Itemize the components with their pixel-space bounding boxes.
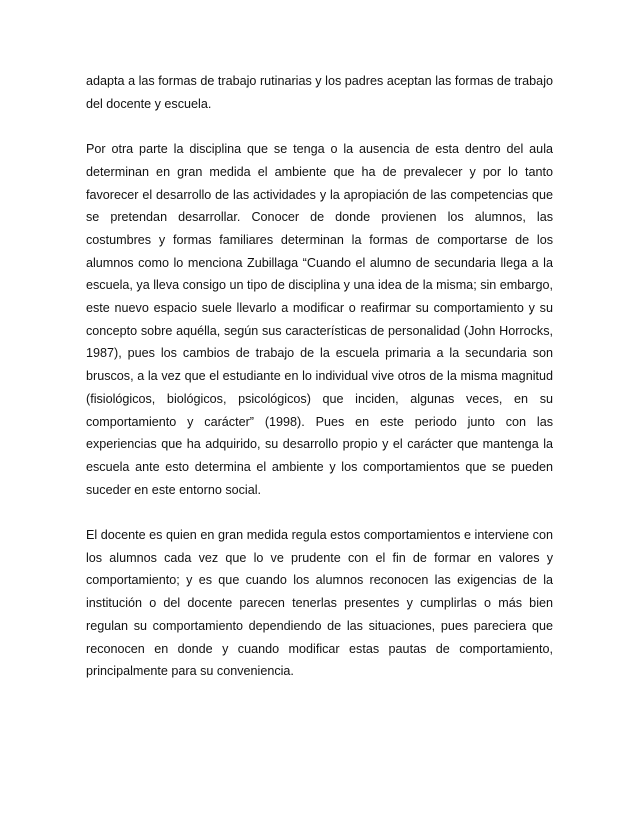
paragraph-2: Por otra parte la disciplina que se tenga o la ausencia de esta dentro del aula determinan en gran medida el ambiente que ha de prevalecer y por lo tanto favorecer el desarrollo de las actividades y la apropiación de las competencias que se pretendan desarrollar. Conocer de donde provienen los alumnos, las costumbres y formas familiares determinan la formas de comportarse de los alumnos como lo menciona Zubillaga “Cuando el alumno de secundaria llega a la escuela, ya lleva consigo un tipo de disciplina y una idea de la misma; sin embargo, este nuevo espacio suele llevarlo a modificar o reafirmar su comportamiento y su concepto sobre aquélla, según sus características de personalidad (John Horrocks, 1987), pues los cambios de trabajo de la escuela primaria a la secundaria son bruscos, a la vez que el estudiante en lo individual vive otros de la misma magnitud (fisiológicos, biológicos, psicológicos) que inciden, algunas veces, en su comportamiento y carácter” (1998). Pues en este periodo junto con las experiencias que ha adquirido, su desarrollo propio y el carácter que mantenga la escuela ante esto determina el ambiente y los comportamientos que se pueden suceder en este entorno social. bbox=[86, 142, 553, 497]
paragraph-1: adapta a las formas de trabajo rutinarias y los padres aceptan las formas de trabajo del docente y escuela. bbox=[86, 74, 553, 111]
body-text bbox=[86, 70, 553, 683]
paragraph-3: El docente es quien en gran medida regula estos comportamientos e interviene con los alumnos cada vez que lo ve prudente con el fin de formar en valores y comportamiento; y es que cuando los alumnos reconocen las exigencias de la institución o del docente parecen tenerlas presentes y cumplirlas o más bien regulan su comportamiento dependiendo de las situaciones, pues pareciera que reconocen en donde y cuando modificar estas pautas de comportamiento, principalmente para su conveniencia. bbox=[86, 528, 553, 679]
